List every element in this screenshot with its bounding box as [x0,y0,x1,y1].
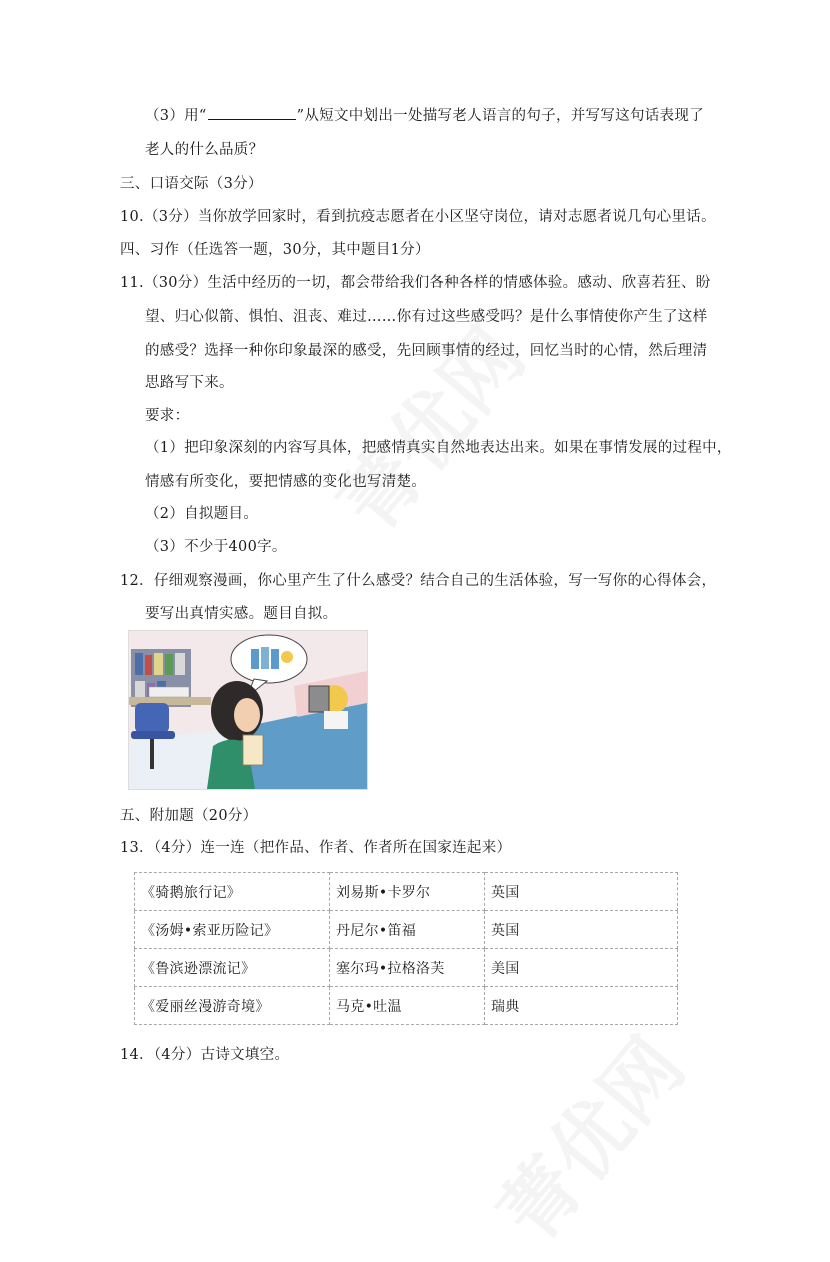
country-cell: 瑞典 [485,987,678,1025]
book [135,653,143,675]
work-title-cell: 《爱丽丝漫游奇境》 [135,987,330,1025]
question-9-3-line-1 [145,106,704,126]
bubble-book [261,647,269,669]
mother-face [234,698,260,732]
requirement-1-line-1: （1）把印象深刻的内容写具体，把感情真实自然地表达出来。如果在事情发展的过程中， [145,440,732,456]
author-cell: 塞尔玛•拉格洛芙 [330,949,485,987]
paper [243,735,263,765]
chair-seat [131,731,175,739]
author-cell: 马克•吐温 [330,987,485,1025]
book [154,653,163,675]
book [175,653,185,675]
question-12-line-1: 12．仔细观察漫画，你心里产生了什么感受？结合自己的生活体验，写一写你的心得体会， [120,573,717,589]
chair-back [135,703,169,733]
question-11-line-1: 11.（30分）生活中经历的一切，都会带给我们各种各样的情感体验。感动、欣喜若狂、盼 [120,275,711,291]
author-cell: 刘易斯•卡罗尔 [330,873,485,911]
comic-drawing [129,631,367,789]
question-12-line-2: 要写出真情实感。题目自拟。 [145,606,338,622]
requirement-3: （3）不少于400字。 [145,539,287,555]
table-row [135,987,678,1025]
matching-table [134,872,678,1025]
comic-illustration [128,630,368,790]
book [145,655,152,675]
bubble-child [281,651,293,663]
country-cell: 英国 [485,911,678,949]
author-cell: 丹尼尔•笛福 [330,911,485,949]
country-cell: 美国 [485,949,678,987]
requirement-2: （2）自拟题目。 [145,506,259,522]
watermark [469,1010,705,1261]
table-row [135,911,678,949]
table-row [135,949,678,987]
section-4-heading: 四、习作（任选答一题，30分，其中题目1分） [120,242,430,258]
book-stack [149,687,189,697]
question-11-line-2: 望、归心似箭、惧怕、沮丧、难过……你有过这些感受吗？是什么事情使你产生了这样 [145,309,708,325]
table-row [135,873,678,911]
section-5-heading: 五、附加题（20分） [120,808,258,824]
question-13: 13．（4分）连一连（把作品、作者、作者所在国家连起来） [120,840,512,856]
book [165,654,173,675]
requirements-label: 要求： [145,408,190,424]
work-title-cell: 《汤姆•索亚历险记》 [135,911,330,949]
tablet [309,686,329,712]
question-9-3-prefix: （3）用“ [145,108,207,124]
question-11-line-3: 的感受？选择一种你印象最深的感受，先回顾事情的经过，回忆当时的心情，然后理清 [145,343,708,359]
requirement-1-line-2: 情感有所变化，要把情感的变化也写清楚。 [145,474,427,490]
underline-blank [208,106,296,120]
work-title-cell: 《鲁滨逊漂流记》 [135,949,330,987]
question-10: 10.（3分）当你放学回家时，看到抗疫志愿者在小区坚守岗位，请对志愿者说几句心里话。 [120,209,716,225]
country-cell: 英国 [485,873,678,911]
bubble-book [251,649,259,669]
chair-leg [150,739,154,769]
question-9-3-line-2: 老人的什么品质？ [145,142,264,158]
question-11-line-4: 思路写下来。 [145,375,234,391]
question-14: 14．（4分）古诗文填空。 [120,1047,290,1063]
watermark [309,300,545,551]
child-body [324,711,348,729]
work-title-cell: 《骑鹅旅行记》 [135,873,330,911]
question-9-3-suffix: ”从短文中划出一处描写老人语言的句子，并写写这句话表现了 [296,108,704,124]
bubble-book [271,649,279,669]
section-3-heading: 三、口语交际（3分） [120,176,263,192]
